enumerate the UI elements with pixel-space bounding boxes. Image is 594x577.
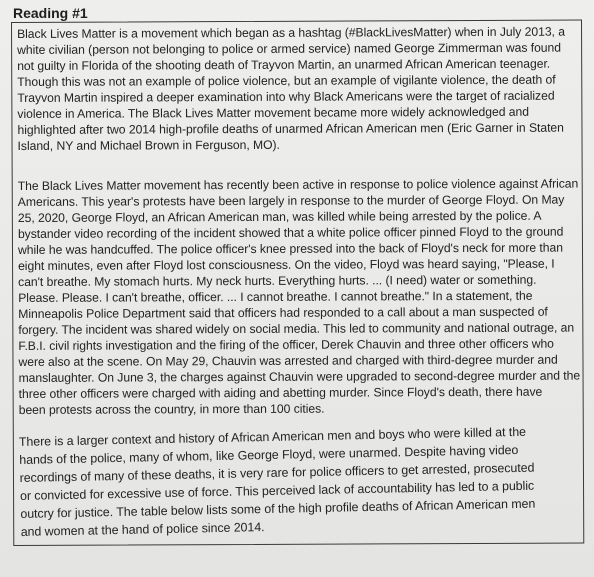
text-line: F.B.I. civil rights investigation and the firing of the officer, Derek Chauvin and three other officers who [18, 336, 554, 353]
text-line: outcry for justice. The table below lists some of the high profile deaths of African American men [20, 496, 536, 521]
paragraph-1 [17, 24, 581, 153]
text-line: Island, NY and Michael Brown in Ferguson, MO). [17, 137, 280, 153]
reading-text-box [11, 20, 584, 546]
text-line: highlighted after two 2014 high-profile deaths of unarmed African American men (Eric Garner in Staten [17, 120, 564, 137]
text-line: bystander video recording of the incident showed that a white police officer pinned Floyd to the ground [17, 224, 564, 241]
text-line: Trayvon Martin inspired a deeper examination into why Black Americans were the target of racialized [17, 88, 555, 105]
text-line: Minneapolis Police Department said that officers had responded to a call about a man suspected of [18, 304, 548, 321]
text-line: 25, 2020, George Floyd, an African American man, was killed while being arrested by the police. A [17, 208, 542, 225]
text-line: manslaughter. On June 3, the charges against Chauvin were upgraded to second-degree murder and the [18, 368, 581, 385]
text-line: and women at the hand of police since 2014. [20, 520, 265, 539]
text-line: There is a larger context and history of African American men and boys who were killed at the [18, 424, 527, 449]
text-line: white civilian (person not belonging to police or armed service) named George Zimmerman was found [17, 40, 562, 57]
text-line: recordings of many of these deaths, it is very rare for police officers to get arrested, prosecuted [19, 460, 535, 485]
text-line: eight minutes, even after Floyd lost consciousness. On the video, Floyd was heard saying, "Please, I [18, 256, 555, 273]
reading-text [17, 24, 581, 539]
text-line: were also at the scene. On May 29, Chauvin was arrested and charged with third-degree murder and [18, 352, 558, 369]
text-line: hands of the police, many of whom, like George Floyd, were unarmed. Despite having video [19, 442, 519, 467]
paragraph-3 [18, 423, 583, 539]
text-line: or convicted for excessive use of force. This perceived lack of accountability has led to a public [19, 478, 535, 503]
text-line: forgery. The incident was shared widely on social media. This led to community and national outrage, an [18, 320, 575, 337]
text-line: Americans. This year's protests have been largely in response to the murder of George Floyd. On May [17, 192, 565, 209]
text-line: not guilty in Florida of the shooting death of Trayvon Martin, an unarmed African American teenager. [17, 56, 551, 73]
text-line: violence in America. The Black Lives Matter movement became more widely acknowledged and [17, 104, 530, 121]
reading-heading: Reading #1 [13, 5, 88, 21]
text-line: Please. Please. I can't breathe, officer. ... I cannot breathe. I cannot breathe." In a statement, the [18, 288, 533, 305]
text-line: The Black Lives Matter movement has recently been active in response to police violence against African [17, 176, 579, 193]
text-line: three other officers were charged with aiding and abetting murder. Since Floyd's death, there have [18, 384, 543, 401]
text-line: can't breathe. My stomach hurts. My neck hurts. Everything hurts. ... (I need) water or something. [18, 272, 537, 289]
text-line: been protests across the country, in more than 100 cities. [18, 401, 325, 417]
text-line: Though this was not an example of police violence, but an example of vigilante violence, the death of [17, 72, 556, 89]
text-line: Black Lives Matter is a movement which began as a hashtag (#BlackLivesMatter) when in July 2013, a [17, 24, 565, 41]
text-line: while he was handcuffed. The police officer's knee pressed into the back of Floyd's neck for more than [17, 240, 563, 257]
